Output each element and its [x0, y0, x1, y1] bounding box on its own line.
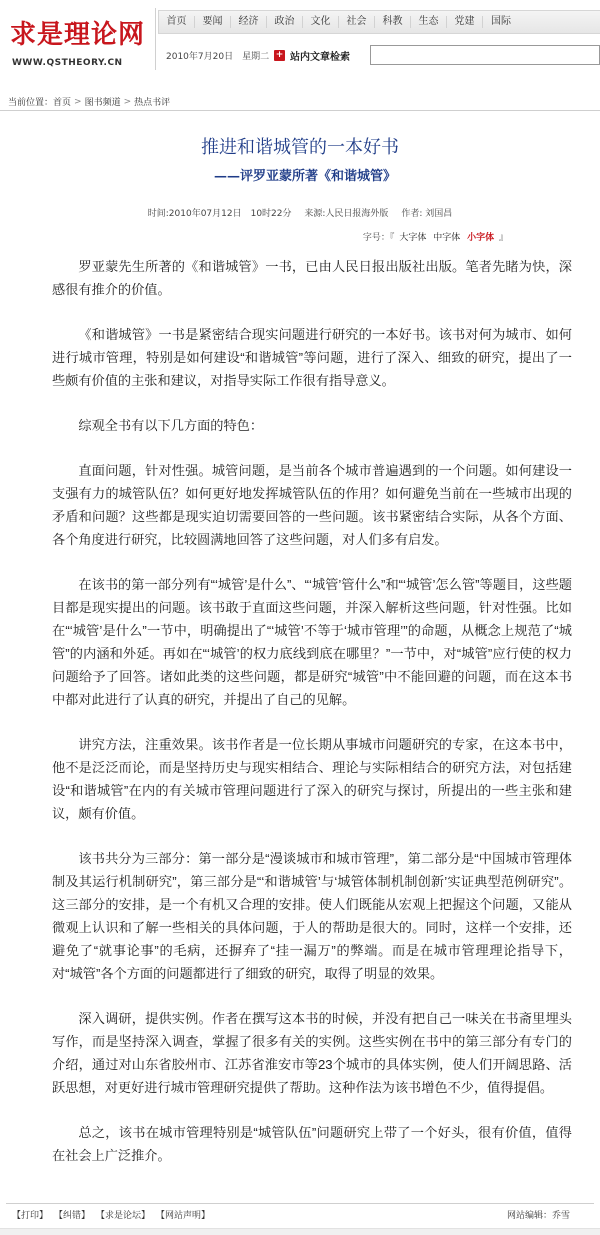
header-divider [155, 8, 156, 70]
breadcrumb-prefix: 当前位置： [8, 98, 54, 108]
font-size-large[interactable]: 大字体 [399, 233, 427, 243]
nav-item-news[interactable]: 要闻 [195, 16, 231, 28]
article-paragraph: 总之，该书在城市管理特别是“城管队伍”问题研究上带了一个好头，很有价值，值得在社会上广泛推介。 [52, 1125, 572, 1163]
site-logo[interactable] [4, 8, 154, 74]
article-author: 作者: 刘国昌 [401, 209, 453, 219]
site-header [0, 0, 600, 78]
font-size-label: 字号：『 [362, 233, 395, 243]
article-paragraph: 深入调研，提供实例。作者在撰写这本书的时候，并没有把自己一味关在书斋里埋头写作，而是坚持深入调查，掌握了很多有关的实例。这些实例在书中的第三部分有专门的介绍，通过对山东省胶州市、江苏省淮安市等23个城市的具体实例，使人们开阔思路、活跃思想，对更好进行城市管理研究提供了帮助。这种作法为该书增色不少，值得提倡。 [52, 1011, 572, 1095]
search-label-text: 站内文章检索 [290, 51, 350, 63]
print-link[interactable]: 【打印】 [12, 1211, 49, 1221]
nav-item-politics[interactable]: 政治 [267, 16, 303, 28]
date-search-row [158, 40, 600, 70]
font-size-close: 』 [498, 233, 508, 243]
logo-text: 求是理论网 [10, 20, 146, 50]
article-body [52, 255, 572, 1189]
article-paragraph: 综观全书有以下几方面的特色： [78, 418, 264, 433]
search-input[interactable] [370, 45, 600, 65]
article-paragraph: 《和谐城管》一书是紧密结合现实问题进行研究的一本好书。该书对何为城市、如何进行城市管理，特别是如何建设“和谐城管”等问题，进行了深入、细致的研究，提出了一些颇有价值的主张和建议，对指导实际工作很有指导意义。 [52, 327, 572, 388]
breadcrumb-separator: > [74, 96, 82, 107]
article-footer [6, 1203, 594, 1225]
logo-url: WWW.QSTHEORY.CN [12, 58, 123, 68]
breadcrumb-separator: > [123, 96, 132, 107]
nav-item-culture[interactable]: 文化 [303, 16, 339, 28]
current-date: 2010年7月20日 星期二 [166, 51, 270, 62]
article-paragraph: 罗亚蒙先生所著的《和谐城管》一书，已由人民日报出版社出版。笔者先睹为快，深感很有推介的价值。 [52, 259, 572, 297]
nav-item-economy[interactable]: 经济 [231, 16, 267, 28]
page-bottom-bar [0, 1228, 600, 1235]
nav-item-science[interactable]: 科教 [375, 16, 411, 28]
nav-item-home[interactable]: 首页 [159, 16, 195, 28]
breadcrumb-item-reviews[interactable]: 热点书评 [134, 98, 171, 108]
forum-link[interactable]: 【求是论坛】 [96, 1211, 151, 1221]
nav-item-party[interactable]: 党建 [447, 16, 483, 28]
font-size-selector [363, 230, 508, 243]
breadcrumb-item-home[interactable]: 首页 [53, 98, 72, 108]
report-error-link[interactable]: 【纠错】 [54, 1211, 91, 1221]
plus-icon: + [275, 49, 284, 60]
nav-item-ecology[interactable]: 生态 [411, 16, 447, 28]
article-subtitle: ——评罗亚蒙所著《和谐城管》 [213, 169, 396, 184]
nav-item-international[interactable]: 国际 [491, 16, 511, 27]
article-paragraph: 直面问题，针对性强。城管问题，是当前各个城市普遍遇到的一个问题。如何建设一支强有力的城管队伍？如何更好地发挥城管队伍的作用？如何避免当前在一些城市出现的矛盾和问题？这些都是现实迫切需要回答的一些问题。该书紧密结合实际，从各个方面、各个角度进行研究，比较圆满地回答了这些问题，对人们多有启发。 [52, 463, 572, 547]
article-paragraph: 在该书的第一部分列有“‘城管’是什么”、“‘城管’管什么”和“‘城管’怎么管”等题目，这些题目都是现实提出的问题。该书敢于直面这些问题，并深入解析这些问题，针对性强。比如在“‘城管’是什么”一节中，明确提出了“‘城管’不等于‘城市管理’”的命题，从概念上规范了“城管”的内涵和外延。再如在“‘城管’的权力底线到底在哪里？”一节中，对“城管”应行使的权力问题给予了回答。诸如此类的这些问题，都是研究“城管”中不能回避的问题，而在这本书中都对此进行了认真的研究，并提出了自己的见解。 [52, 577, 572, 707]
breadcrumb-item-books[interactable]: 图书频道 [84, 98, 121, 108]
search-label [274, 48, 370, 63]
article-title: 推进和谐城管的一本好书 [201, 137, 399, 158]
article-paragraph: 该书共分为三部分：第一部分是“漫谈城市和城市管理”，第二部分是“中国城市管理体制及其运行机制研究”，第三部分是“‘和谐城管’与‘城管体制机制创新’实证典型范例研究”。这三部分的安排，是一个有机又合理的安排。使人们既能从宏观上把握这个问题，又能从微观上认识和了解一些相关的具体问题，于人的帮助是很大的。同时，这样一个安排，还避免了“就事论事”的毛病，还摒弃了“挂一漏万”的弊端。而是在城市管理理论指导下，对“城管”各个方面的问题都进行了细致的研究，取得了明显的效果。 [52, 851, 572, 981]
font-size-medium[interactable]: 中字体 [433, 233, 461, 243]
article-source: 来源:人民日报海外版 [304, 209, 389, 219]
article-meta [0, 206, 600, 219]
main-nav [158, 10, 600, 34]
breadcrumb [0, 93, 600, 111]
article-time: 时间:2010年07月12日 10时22分 [147, 209, 292, 219]
site-statement-link[interactable]: 【网站声明】 [156, 1211, 211, 1221]
font-size-small[interactable]: 小字体 [467, 233, 495, 243]
article-paragraph: 讲究方法，注重效果。该书作者是一位长期从事城市问题研究的专家，在这本书中，他不是泛泛而论，而是坚持历史与现实相结合、理论与实际相结合的研究方法，对包括建设“和谐城管”在内的有关城市管理问题进行了深入的研究与探讨，所提出的一些主张和建议，颇有价值。 [52, 737, 572, 821]
nav-item-society[interactable]: 社会 [339, 16, 375, 28]
site-editor: 网站编辑：乔雪 [506, 1211, 570, 1221]
